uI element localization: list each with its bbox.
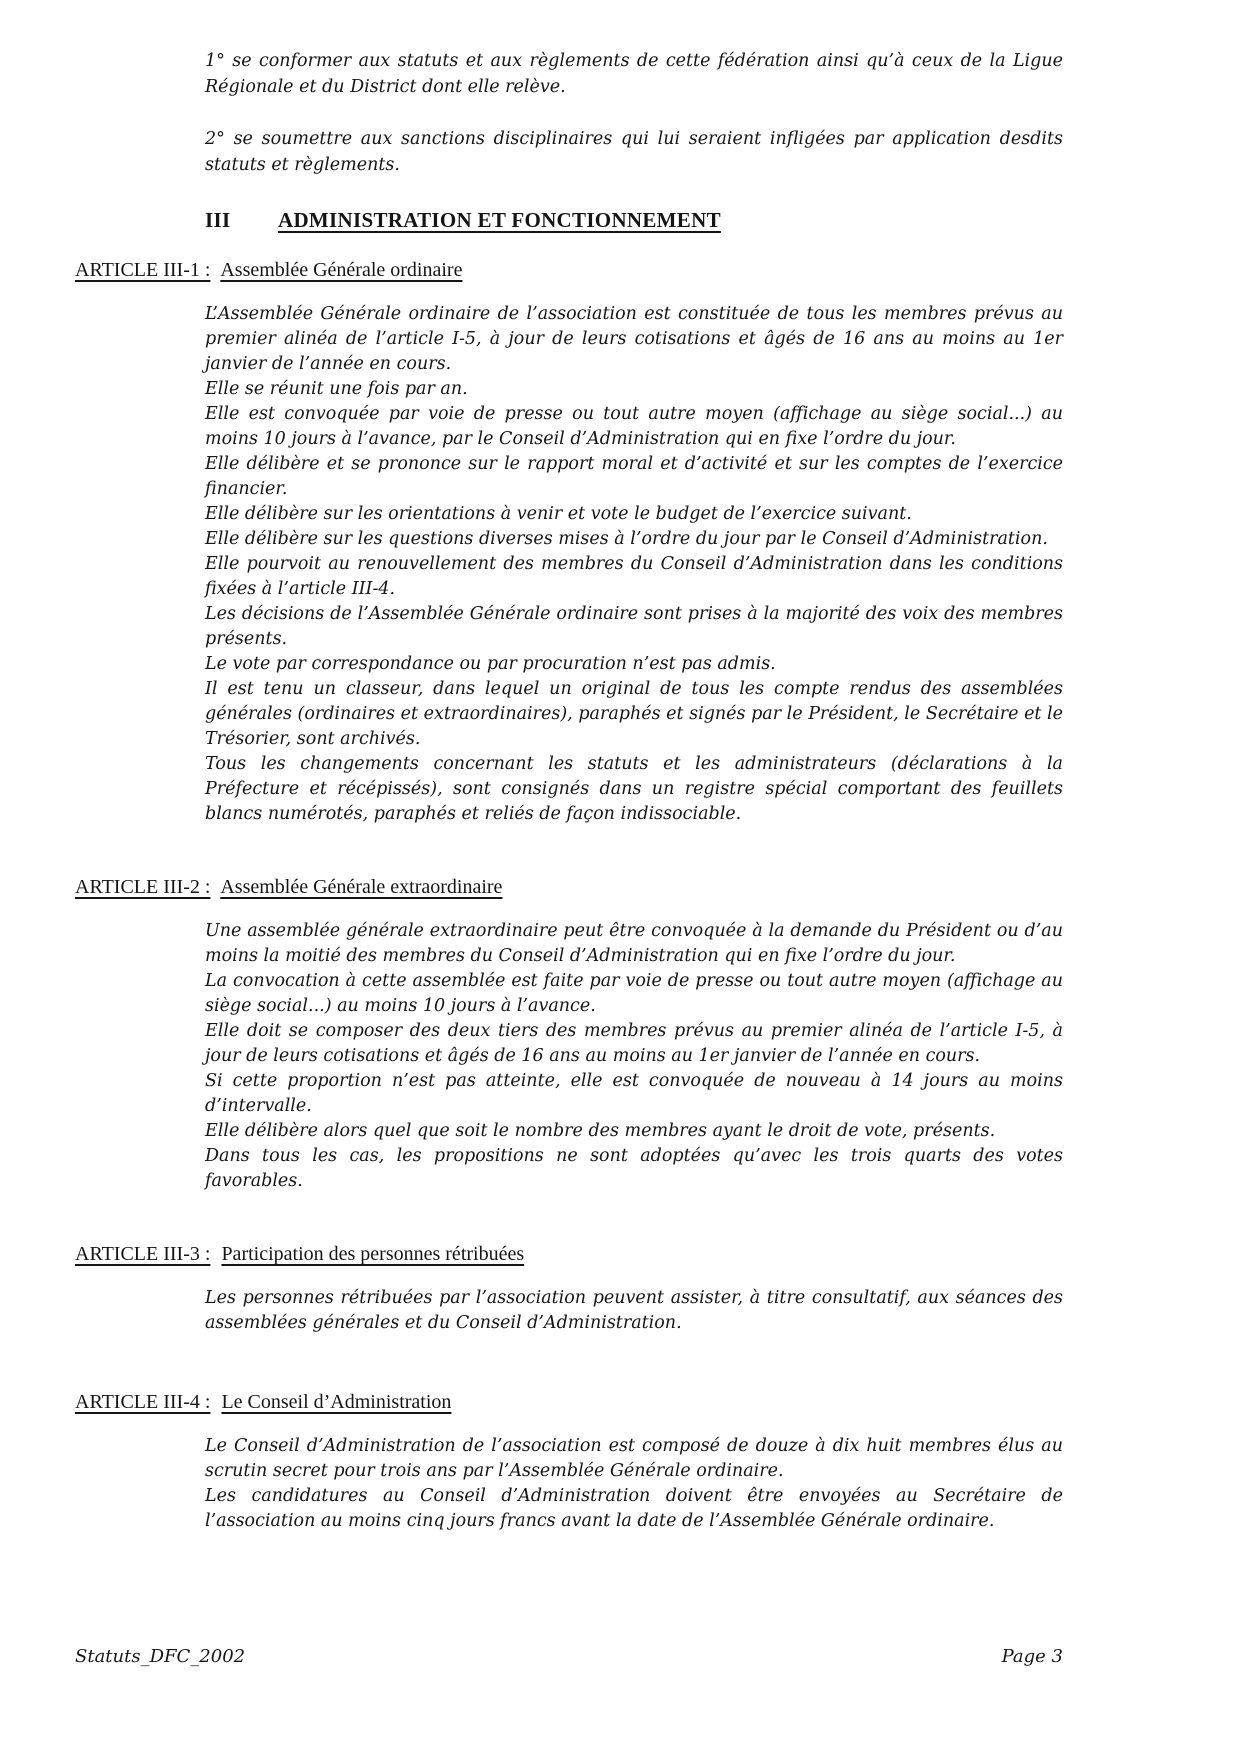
article-title: Participation des personnes rétribuées (221, 1243, 525, 1265)
article-paragraph: Les candidatures au Conseil d’Administration doivent être envoyées au Secrétaire de l’association au moins cinq jours francs avant la date de l’Assemblée Générale ordinaire. (205, 1486, 1063, 1531)
article-paragraph: Le vote par correspondance ou par procuration n’est pas admis. (205, 654, 776, 674)
article-paragraph: Le Conseil d’Administration de l’association est composé de douze à dix huit membres élus au scrutin secret pour trois ans par l’Assemblée Générale ordinaire. (205, 1436, 1063, 1481)
intro-paragraph: 1° se conformer aux statuts et aux règlements de cette fédération ainsi qu’à ceux de la Ligue Régionale et du District dont elle relève. (205, 51, 1063, 97)
article-paragraph: Tous les changements concernant les statuts et les administrateurs (déclarations à la Préfecture et récépissés), sont consignés dans un registre spécial comportant des feuillets blancs numérotés, paraphés et reliés de façon indissociable. (205, 754, 1063, 824)
section-title: ADMINISTRATION ET FONCTIONNEMENT (278, 208, 721, 232)
article-paragraph: Elle est convoquée par voie de presse ou tout autre moyen (affichage au siège social...) au moins 10 jours à l’avance, par le Conseil d’Administration qui en fixe l’ordre du jour. (205, 404, 1063, 449)
footer-doc-name: Statuts_DFC_2002 (75, 1646, 246, 1667)
intro-paragraph: 2° se soumettre aux sanctions disciplinaires qui lui seraient infligées par application desdits statuts et règlements. (205, 129, 1063, 175)
article-iii-2 (75, 875, 1063, 1194)
article-label: ARTICLE III-3 : (75, 1243, 211, 1265)
article-paragraph: L’Assemblée Générale ordinaire de l’association est constituée de tous les membres prévus au premier alinéa de l’article I-5, à jour de leurs cotisations et âgés de 16 ans au moins au 1er janvier de l’année en cours. (205, 304, 1063, 374)
article-body (205, 302, 1063, 827)
footer-page-number: Page 3 (1001, 1646, 1063, 1667)
article-paragraph: La convocation à cette assemblée est faite par voie de presse ou tout autre moyen (affichage au siège social...) au moins 10 jours à l’avance. (205, 971, 1063, 1016)
article-paragraph: Elle doit se composer des deux tiers des membres prévus au premier alinéa de l’article I-5, à jour de leurs cotisations et âgés de 16 ans au moins au 1er janvier de l’année en cours. (205, 1021, 1063, 1066)
article-paragraph: Si cette proportion n’est pas atteinte, elle est convoquée de nouveau à 14 jours au moins d’intervalle. (205, 1071, 1063, 1116)
article-heading (75, 1390, 1063, 1414)
article-title: Assemblée Générale extraordinaire (220, 876, 503, 898)
article-body (205, 1434, 1063, 1534)
article-iii-3 (75, 1242, 1063, 1336)
article-paragraph: Une assemblée générale extraordinaire peut être convoquée à la demande du Président ou d’au moins la moitié des membres du Conseil d’Administration qui en fixe l’ordre du jour. (205, 921, 1063, 966)
article-label: ARTICLE III-4 : (75, 1391, 211, 1413)
article-iii-1 (75, 258, 1063, 827)
section-number: III (205, 208, 231, 232)
article-paragraph: Il est tenu un classeur, dans lequel un original de tous les compte rendus des assemblées générales (ordinaires et extraordinaires), paraphés et signés par le Président, le Secrétaire et le Trésorier, sont archivés. (205, 679, 1063, 749)
article-body (205, 919, 1063, 1194)
article-paragraph: Elle délibère sur les orientations à venir et vote le budget de l’exercice suivant. (205, 504, 912, 524)
article-heading (75, 1242, 1063, 1266)
article-body (205, 1286, 1063, 1336)
article-paragraph: Les décisions de l’Assemblée Générale ordinaire sont prises à la majorité des voix des membres présents. (205, 604, 1063, 649)
article-label: ARTICLE III-1 : (75, 259, 211, 281)
article-paragraph: Les personnes rétribuées par l’association peuvent assister, à titre consultatif, aux séances des assemblées générales et du Conseil d’Administration. (205, 1288, 1063, 1333)
article-paragraph: Elle délibère sur les questions diverses mises à l’ordre du jour par le Conseil d’Administration. (205, 529, 1048, 549)
section-heading (205, 208, 1063, 232)
article-paragraph: Dans tous les cas, les propositions ne sont adoptées qu’avec les trois quarts des votes favorables. (205, 1146, 1063, 1191)
article-paragraph: Elle pourvoit au renouvellement des membres du Conseil d’Administration dans les conditions fixées à l’article III-4. (205, 554, 1063, 599)
article-iii-4 (75, 1390, 1063, 1534)
article-paragraph: Elle se réunit une fois par an. (205, 379, 468, 399)
article-heading (75, 258, 1063, 282)
article-title: Assemblée Générale ordinaire (220, 259, 463, 281)
article-label: ARTICLE III-2 : (75, 876, 211, 898)
article-title: Le Conseil d’Administration (221, 1391, 452, 1413)
article-paragraph: Elle délibère et se prononce sur le rapport moral et d’activité et sur les comptes de l’exercice financier. (205, 454, 1063, 499)
article-heading (75, 875, 1063, 899)
page-footer (75, 1645, 1063, 1669)
article-paragraph: Elle délibère alors quel que soit le nombre des membres ayant le droit de vote, présents. (205, 1121, 996, 1141)
